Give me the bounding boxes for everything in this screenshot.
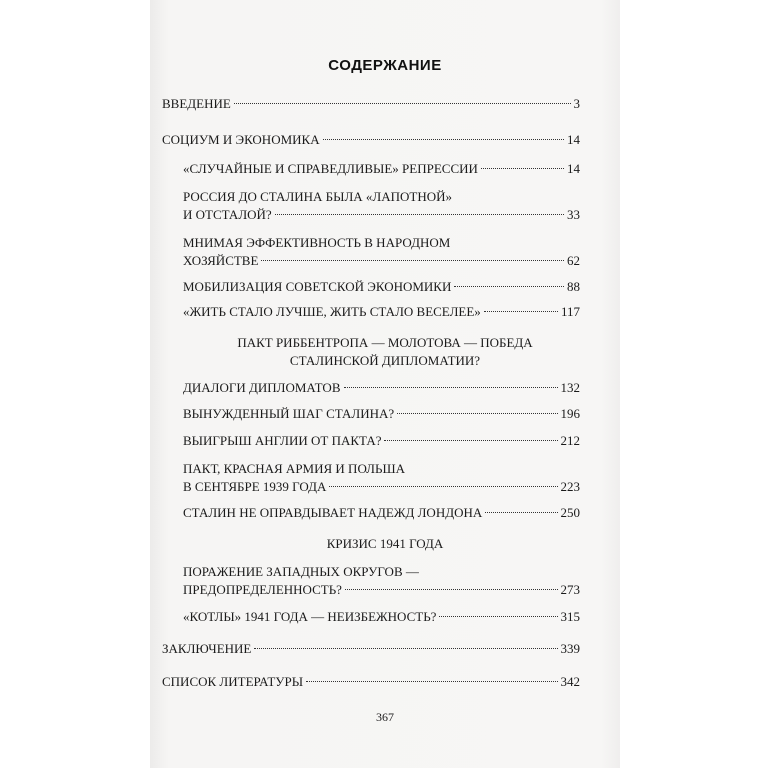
toc-entry-cauldrons-1941[interactable] [183,608,580,625]
toc-entry-page: 223 [560,479,580,494]
toc-entry-label: ЗАКЛЮЧЕНИЕ [162,641,252,656]
toc-entry-page: 14 [567,132,580,147]
toc-entry-mobilization[interactable] [183,278,580,295]
toc-entry-england-gain[interactable] [183,432,580,449]
toc-entry-page: 62 [567,253,580,268]
toc-entry-russia-before-stalin[interactable] [183,188,580,223]
toc-entry-page: 273 [560,582,580,597]
dot-leader [261,260,564,261]
toc-entry-page: 33 [567,207,580,222]
toc-entry-forced-step[interactable] [183,405,580,422]
page-number: 367 [376,710,394,724]
toc-entry-page: 88 [567,279,580,294]
dot-leader [485,512,557,513]
toc-entry-label-line1: МНИМАЯ ЭФФЕКТИВНОСТЬ В НАРОДНОМ [183,235,451,250]
dot-leader [254,648,557,649]
toc-entry-stalin-london[interactable] [183,504,580,521]
toc-entry-conclusion[interactable] [162,640,580,657]
section-heading-line2: СТАЛИНСКОЙ ДИПЛОМАТИИ? [289,353,481,368]
toc-entry-western-defeat[interactable] [183,563,580,598]
section-heading-crisis: КРИЗИС 1941 ГОДА [326,536,444,551]
dot-leader [344,387,558,388]
toc-entry-page: 342 [560,674,580,689]
toc-entry-pact-red-army[interactable] [183,460,580,495]
section-heading-line1: ПАКТ РИББЕНТРОПА — МОЛОТОВА — ПОБЕДА [237,335,533,350]
toc-entry-life-better[interactable] [183,303,580,320]
toc-entry-label: ДИАЛОГИ ДИПЛОМАТОВ [183,380,341,395]
toc-entry-introduction[interactable] [162,95,580,112]
toc-entry-label: ВВЕДЕНИЕ [162,96,231,111]
toc-entry-label: СОЦИУМ И ЭКОНОМИКА [162,132,320,147]
toc-entry-imaginary-efficiency[interactable] [183,234,580,269]
section-heading-pact [150,334,620,369]
dot-leader [484,311,558,312]
toc-entry-label-line1: РОССИЯ ДО СТАЛИНА БЫЛА «ЛАПОТНОЙ» [183,189,453,204]
toc-entry-bibliography[interactable] [162,673,580,690]
toc-entry-label: В СЕНТЯБРЕ 1939 ГОДА [183,479,327,494]
toc-entry-page: 3 [573,96,580,111]
toc-entry-label: «КОТЛЫ» 1941 ГОДА — НЕИЗБЕЖНОСТЬ? [183,609,437,624]
dot-leader [481,168,564,169]
toc-entry-page: 339 [560,641,580,656]
dot-leader [275,214,564,215]
toc-entry-society-economy[interactable] [162,131,580,148]
toc-entry-page: 212 [560,433,580,448]
page-title: СОДЕРЖАНИЕ [328,57,442,74]
toc-entry-diplomat-dialogues[interactable] [183,379,580,396]
toc-entry-label: «СЛУЧАЙНЫЕ И СПРАВЕДЛИВЫЕ» РЕПРЕССИИ [183,161,478,176]
toc-entry-label: «ЖИТЬ СТАЛО ЛУЧШЕ, ЖИТЬ СТАЛО ВЕСЕЛЕЕ» [183,304,481,319]
dot-leader [329,486,557,487]
toc-entry-label: ПРЕДОПРЕДЕЛЕННОСТЬ? [183,582,342,597]
toc-entry-label: СПИСОК ЛИТЕРАТУРЫ [162,674,304,689]
dot-leader [345,589,558,590]
toc-entry-label-line1: ПОРАЖЕНИЕ ЗАПАДНЫХ ОКРУГОВ — [183,564,419,579]
toc-entry-page: 315 [560,609,580,624]
toc-entry-label: ВЫИГРЫШ АНГЛИИ ОТ ПАКТА? [183,433,382,448]
toc-entry-label: СТАЛИН НЕ ОПРАВДЫВАЕТ НАДЕЖД ЛОНДОНА [183,505,483,520]
toc-entry-label: И ОТСТАЛОЙ? [183,207,272,222]
toc-entry-label: ВЫНУЖДЕННЫЙ ШАГ СТАЛИНА? [183,406,395,421]
book-page [150,0,620,768]
dot-leader [306,681,557,682]
toc-entry-page: 196 [560,406,580,421]
dot-leader [397,413,557,414]
dot-leader [439,616,557,617]
toc-entry-page: 117 [560,304,580,319]
toc-entry-label-line1: ПАКТ, КРАСНАЯ АРМИЯ И ПОЛЬША [183,461,405,476]
toc-entry-label: ХОЗЯЙСТВЕ [183,253,259,268]
toc-entry-repressions[interactable] [183,160,580,177]
toc-entry-page: 250 [560,505,580,520]
dot-leader [234,103,571,104]
dot-leader [454,286,564,287]
dot-leader [384,440,557,441]
toc-entry-page: 132 [560,380,580,395]
toc-entry-label: МОБИЛИЗАЦИЯ СОВЕТСКОЙ ЭКОНОМИКИ [183,279,452,294]
dot-leader [323,139,564,140]
toc-entry-page: 14 [567,161,580,176]
